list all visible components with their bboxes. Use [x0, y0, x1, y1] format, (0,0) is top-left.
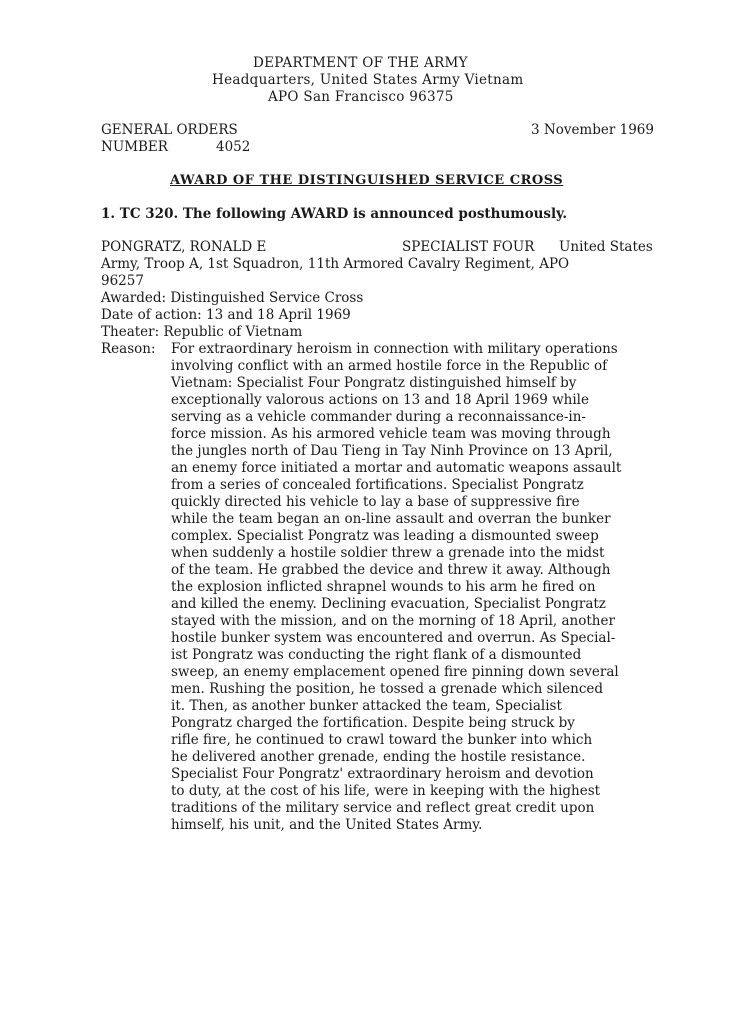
- reason-line: stayed with the mission, and on the morning of 18 April, another: [171, 613, 615, 629]
- reason-line: serving as a vehicle commander during a reconnaissance-in-: [171, 409, 586, 425]
- reason-line: Vietnam: Specialist Four Pongratz distinguished himself by: [171, 375, 577, 391]
- reason-line: and killed the enemy. Declining evacuation, Specialist Pongratz: [171, 596, 606, 612]
- document-title: AWARD OF THE DISTINGUISHED SERVICE CROSS: [170, 173, 564, 188]
- reason-line: he delivered another grenade, ending the hostile resistance.: [171, 749, 586, 765]
- awarded-line: Awarded: Distinguished Service Cross: [101, 290, 364, 306]
- recipient-name: PONGRATZ, RONALD E: [101, 239, 267, 255]
- header-headquarters: Headquarters, United States Army Vietnam: [212, 72, 524, 88]
- reason-line: quickly directed his vehicle to lay a base of suppressive fire: [171, 494, 580, 510]
- reason-line: rifle fire, he continued to crawl toward the bunker into which: [171, 732, 593, 748]
- reason-line: when suddenly a hostile soldier threw a grenade into the midst: [171, 545, 605, 561]
- recipient-apo: 96257: [101, 273, 144, 289]
- reason-line: hostile bunker system was encountered and overrun. As Special-: [171, 630, 616, 646]
- recipient-rank: SPECIALIST FOUR: [402, 239, 535, 255]
- reason-line: of the team. He grabbed the device and threw it away. Although: [171, 562, 611, 578]
- announcement: 1. TC 320. The following AWARD is announced posthumously.: [101, 206, 568, 222]
- reason-line: Pongratz charged the fortification. Despite being struck by: [171, 715, 575, 731]
- reason-line: ist Pongratz was conducting the right flank of a dismounted: [171, 647, 582, 663]
- reason-line: sweep, an enemy emplacement opened fire pinning down several: [171, 664, 619, 680]
- reason-line: an enemy force initiated a mortar and automatic weapons assault: [171, 460, 622, 476]
- reason-line: force mission. As his armored vehicle team was moving through: [171, 426, 611, 442]
- general-orders-label: GENERAL ORDERS: [101, 122, 238, 138]
- reason-line: exceptionally valorous actions on 13 and 18 April 1969 while: [171, 392, 589, 408]
- recipient-unit: Army, Troop A, 1st Squadron, 11th Armored Cavalry Regiment, APO: [101, 256, 570, 272]
- reason-line: while the team began an on-line assault and overran the bunker: [171, 511, 611, 527]
- reason-line: Specialist Four Pongratz' extraordinary heroism and devotion: [171, 766, 594, 782]
- number-label: NUMBER: [101, 139, 168, 155]
- reason-line: involving conflict with an armed hostile force in the Republic of: [171, 358, 608, 374]
- header-apo: APO San Francisco 96375: [268, 89, 454, 105]
- reason-line: complex. Specialist Pongratz was leading a dismounted sweep: [171, 528, 599, 544]
- reason-line: to duty, at the cost of his life, were in keeping with the highest: [171, 783, 601, 799]
- recipient-unit-start: United States: [559, 239, 653, 255]
- reason-label: Reason:: [101, 341, 156, 357]
- header-department: DEPARTMENT OF THE ARMY: [253, 55, 468, 71]
- reason-line: himself, his unit, and the United States Army.: [171, 817, 483, 833]
- reason-line: the jungles north of Dau Tieng in Tay Ninh Province on 13 April,: [171, 443, 613, 459]
- order-number: 4052: [216, 139, 251, 155]
- reason-line: men. Rushing the position, he tossed a grenade which silenced: [171, 681, 604, 697]
- date-of-action-line: Date of action: 13 and 18 April 1969: [101, 307, 351, 323]
- reason-line: For extraordinary heroism in connection with military operations: [171, 341, 618, 357]
- reason-line: from a series of concealed fortifications. Specialist Pongratz: [171, 477, 584, 493]
- theater-line: Theater: Republic of Vietnam: [101, 324, 303, 340]
- reason-line: it. Then, as another bunker attacked the team, Specialist: [171, 698, 562, 714]
- reason-line: traditions of the military service and reflect great credit upon: [171, 800, 595, 816]
- reason-line: the explosion inflicted shrapnel wounds to his arm he fired on: [171, 579, 596, 595]
- order-date: 3 November 1969: [531, 122, 654, 138]
